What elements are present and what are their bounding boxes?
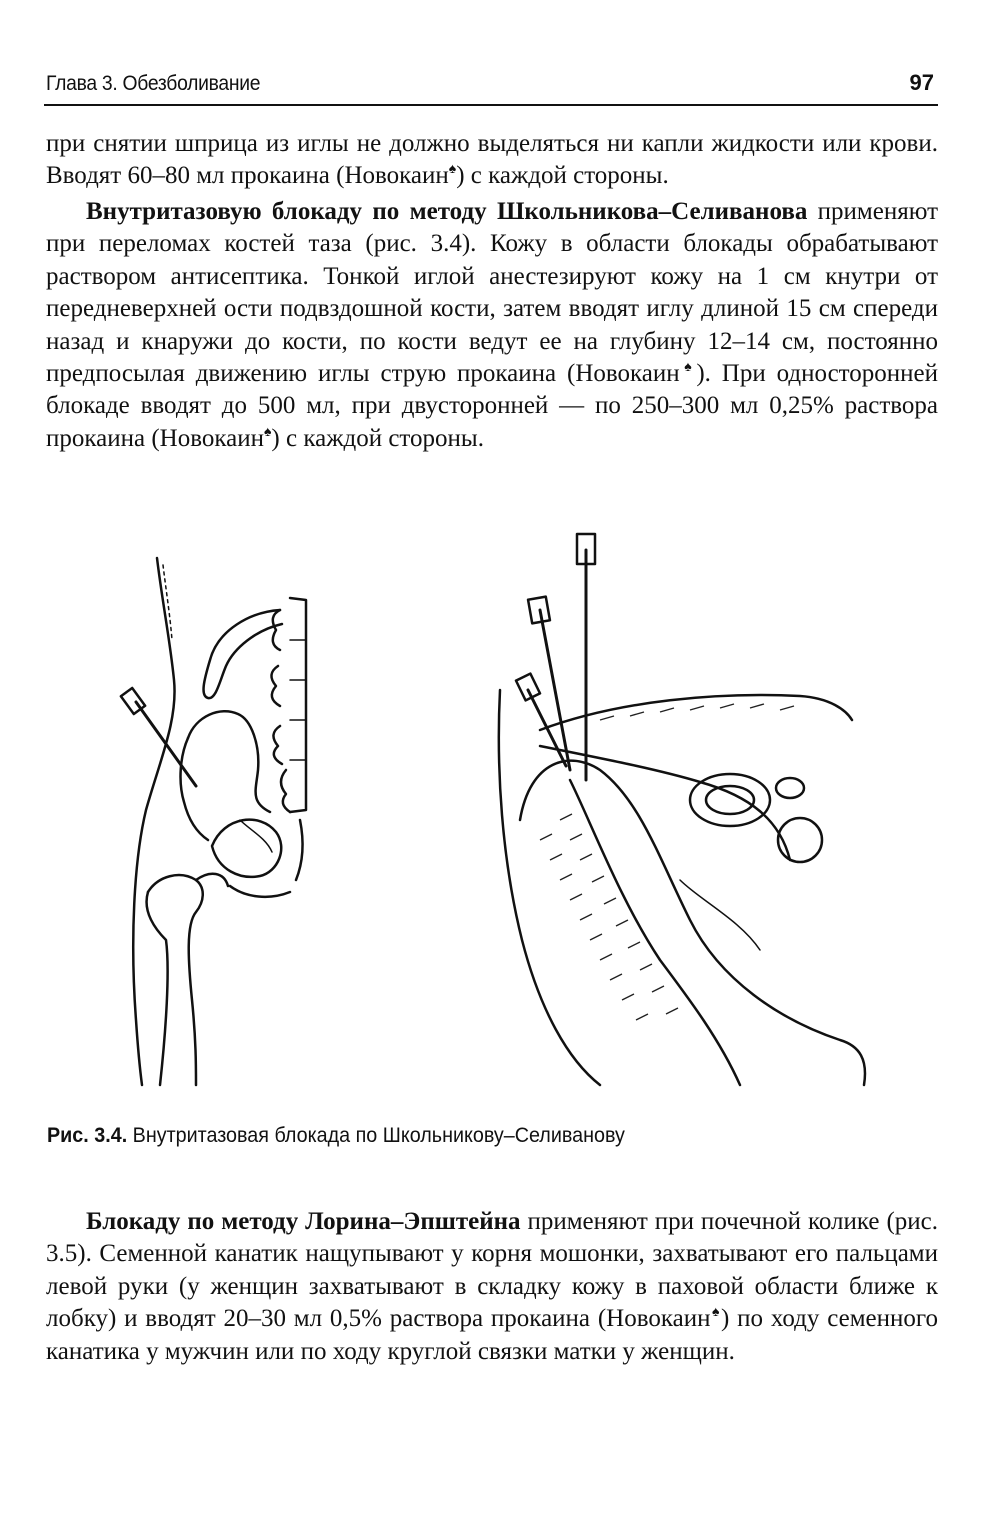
figure-3-4-illustration (100, 520, 880, 1090)
trademark-mark: ♠ (448, 162, 457, 178)
page-number: 97 (909, 70, 934, 95)
lorin-text-2: ) по ходу семенного канатика у мужчин или по ходу круглой связки матки у женщин. (46, 1305, 939, 1365)
figure-label: Рис. 3.4. (47, 1124, 128, 1147)
intro-text: при снятии шприца из иглы не должно выделяться ни капли жидкости или крови. Вводят 60–80 мл прокаина (Новокаин (46, 130, 938, 190)
shkolnikov-paragraph (46, 196, 938, 455)
lorin-heading: Блокаду по методу Лорина–Эпштейна (86, 1208, 521, 1235)
lorin-paragraph (46, 1206, 938, 1368)
figure-caption-text: Внутритазовая блокада по Школьникову–Селиванову (127, 1124, 625, 1147)
cross-section-drawing (499, 534, 865, 1085)
intro-tail: ) с каждой стороны. (456, 162, 669, 190)
chapter-title: Глава 3. Обезболивание (46, 72, 261, 95)
figure-caption (47, 1124, 625, 1148)
running-header (44, 62, 938, 106)
shkolnikov-text-2: ). При односторонней блокаде вводят до 500 мл, при двусторонней — по 250–300 мл 0,25% раствора прокаина (Новокаин (46, 360, 938, 452)
lorin-text-1: применяют при почечной колике (рис. 3.5). Семенной канатик нащупывают у корня мошонки, захватывают его пальцами левой руки (у женщин захватывают в складку кожу в паховой области ближе к лобку) и вводят 20–30 мл 0,5% раствора прокаина (Новокаин (46, 1208, 939, 1333)
shkolnikov-heading: Внутритазовую блокаду по методу Школьникова–Селиванова (86, 198, 808, 225)
pelvis-drawing (121, 558, 306, 1085)
shkolnikov-text-3: ) с каждой стороны. (271, 424, 484, 452)
trademark-mark: ♠ (679, 360, 697, 376)
trademark-mark: ♠ (263, 424, 272, 440)
trademark-mark: ♠ (710, 1305, 722, 1321)
shkolnikov-text-1: применяют при переломах костей таза (рис. 3.4). Кожу в области блокады обрабатывают раствором антисептика. Тонкой иглой анестезируют кожу на 1 см кнутри от передневерхней ости подвздошной кости, затем вводят иглу длиной 15 см спереди назад и кнаружи до кости, по кости ведут ее на глубину 12–14 см, постоянно предпосылая движению иглы струю прокаина (Новокаин (46, 198, 938, 388)
intro-paragraph (46, 128, 938, 193)
